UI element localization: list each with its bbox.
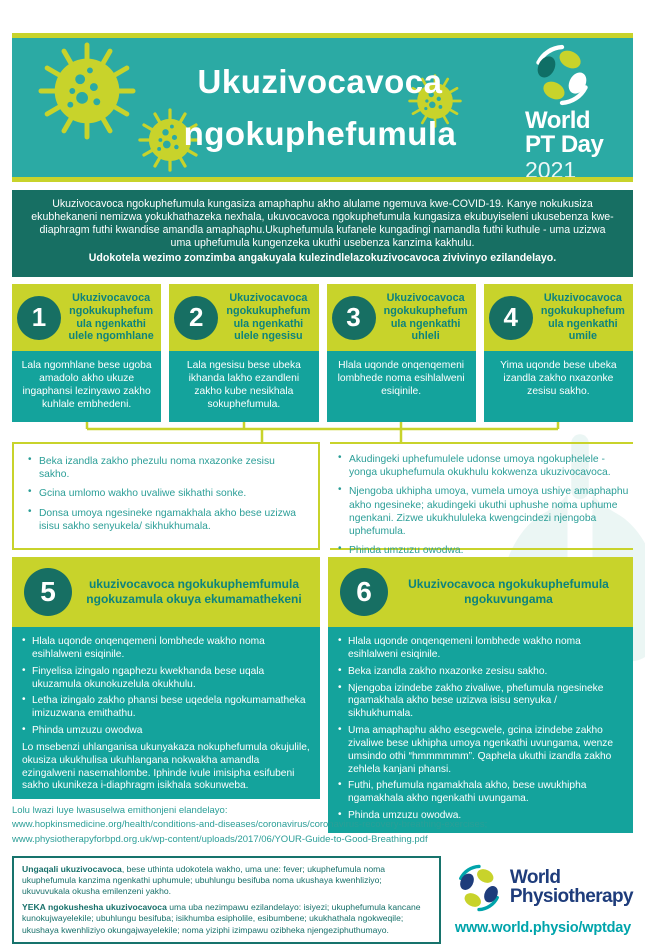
org-name-line1: World — [509, 867, 561, 889]
step-card-5 — [12, 557, 320, 795]
list-item: • Finyelisa izingalo ngaphezu kwekhanda bese uqala ukuzamula okunokuzelula okukhulu. — [22, 666, 310, 692]
list-item: • Akudingeki uphefumulele udonse umoya ngokuphelele - yonga ukuphefumula okukhulu kokwenza ukuzivocavoca. — [338, 453, 633, 479]
step-title: Ukuzivocavoca ngokukuphefum ula ngenkathi ulele ngesisu — [226, 292, 311, 343]
step-title: Ukuzivocavoca ngokukuphefum ula ngenkathi uhleli — [383, 292, 468, 343]
list-item: • Futhi, phefumula ngamakhala akho, bese uwukhipha ngamakhala akho ngenkathi uvungama. — [338, 780, 623, 806]
list-item: • Hlala uqonde onqenqemeni lombhede wakho noma esihlalweni esiqinile. — [22, 636, 310, 662]
step-number-badge: 4 — [489, 296, 533, 340]
header-banner — [12, 33, 633, 182]
warning-paragraph — [22, 902, 431, 936]
step-number-badge: 6 — [340, 568, 388, 616]
source-link[interactable]: www.hopkinsmedicine.org/health/conditions-and-diseases/coronavirus/coronavirus-recovery-breathing-exercises; — [12, 819, 488, 831]
connector-lines — [12, 422, 633, 442]
world-pt-day-logo — [519, 43, 625, 182]
intro-block — [12, 190, 633, 277]
step-cards-row — [12, 284, 633, 422]
step-card-header — [12, 557, 320, 627]
step-body — [12, 627, 320, 799]
world-physiotherapy-globe-icon — [455, 864, 503, 912]
step-card-header — [327, 284, 476, 351]
list-item: • Beka izandla zakho phezulu noma nxazonke zesisu sakho. — [28, 455, 308, 481]
list-item: • Uma amaphaphu akho esegcwele, gcina izindebe zakho zivaliwe bese ukhipha umoya ngenkathi uvungama, wenze umsindo othi “hmmmmmm”. Qaphela ukuthi izandla zakho zehlela kanjani phansi. — [338, 725, 623, 776]
sources-intro: Lolu lwazi luye lwasuselwa emithonjeni elandelayo: — [12, 805, 228, 816]
org-name — [510, 869, 633, 906]
step-card-1 — [12, 284, 161, 422]
step-number-badge: 5 — [24, 568, 72, 616]
step-body: Yima uqonde bese ubeka izandla zakho nxazonke zesisu sakho. — [484, 351, 633, 422]
step-body — [328, 627, 633, 833]
list-item: • Njengoba izindebe zakho zivaliwe, phefumula ngesineke ngamakhala akho bese uzizwa isisu senyuka / sikhukhumala. — [338, 683, 623, 722]
list-item: • Gcina umlomo wakho uvaliwe sikhathi sonke. — [28, 487, 308, 500]
step-card-4 — [484, 284, 633, 422]
step-number-badge: 3 — [332, 296, 376, 340]
warning-box — [12, 856, 441, 944]
step-title: Ukuzivocavoca ngokukuphefumula ngokuvungama — [408, 577, 609, 606]
step-body: Lala ngomhlane bese ugoba amadolo akho ukuze ingaphansi lezinyawo zakho kuhlale embhedeni. — [12, 351, 161, 422]
step-card-6 — [328, 557, 633, 822]
step-title: Ukuzivocavoca ngokukuphefum ula ngenkathi ulele ngomhlane — [68, 292, 154, 343]
page-title — [130, 56, 510, 160]
logo-word: PT Day — [525, 131, 604, 159]
step-number-badge: 1 — [17, 296, 61, 340]
list-item: • Njengoba ukhipha umoya, vumela umoya ushiye amaphaphu akho ngesineke; akudingeki ukuthi uphushe noma uphume ngenkani. Zizwe ukukhululeka kwengcindezi njengoba uphefumula. — [338, 485, 633, 538]
intro-text: Ukuzivocavoca ngokuphefumula kungasiza amaphaphu akho alulame ngemuva kwe-COVID-19. Kanye nokukusiza ekubhekaneni nemizwa yokukhathazeka nexhala, ukuvocavoca ngokuphefumula kungasiza ekubuyiseleni ukusebenza kwe-diaphragm futhi kwandise amandla amaphaphu.Ukuphefumula kufanele kungadingi namandla futhi kuthule - uma uzizwa uma uphefumula kungenzeka ukuthi usebenza kanzima kakhulu. — [31, 198, 614, 250]
website-url[interactable]: www.world.physio/wptday — [454, 919, 631, 936]
warning-lead: Ungaqali ukuzivocavoca — [22, 863, 122, 874]
warning-paragraph — [22, 864, 431, 898]
page-title-line1: Ukuzivocavoca — [197, 63, 443, 100]
warning-text: uma uba nezimpawu ezilandelayo: isiyezi; ukuphefumula kancane kunokujwayelekile; ubuhlungu besifuba; isikhumba esipholile, esibumbene; ukukhathala ngokweqile; ukushaya kwenhliziyo okungajwayelekile; noma yiziphi izimpawu ozibheka njengeziphuthumayo. — [22, 902, 421, 935]
list-item: • Beka izandla zakho nxazonke zesisu sakho. — [338, 666, 623, 679]
list-item: • Phinda umzuzu owodwa. — [338, 544, 633, 557]
step-card-header — [12, 284, 161, 351]
step-title: Ukuzivocavoca ngokukuphefum ula ngenkathi umile — [540, 292, 625, 343]
warning-lead: YEKA ngokushesha ukuzivocavoca — [22, 902, 167, 913]
list-item: • Phinda umzuzu owodwa. — [338, 810, 623, 823]
step-number-badge: 2 — [174, 296, 218, 340]
list-item: • Letha izingalo zakho phansi bese uqedela ngokumamatheka imizuzwana emithathu. — [22, 695, 310, 721]
instructions-row — [12, 442, 633, 557]
virus-icon — [38, 42, 136, 140]
logo-year: 2021 — [525, 156, 577, 182]
org-name-line2: Physiotherapy — [509, 885, 633, 907]
source-link[interactable]: www.physiotherapyforbpd.org.uk/wp-content/uploads/2017/06/YOUR-Guide-to-Good-Breathing.pdf — [12, 833, 428, 845]
step-card-2 — [169, 284, 318, 422]
list-item: • Phinda umzuzu owodwa — [22, 725, 310, 738]
step-card-header — [484, 284, 633, 351]
world-pt-day-globe-icon — [531, 44, 593, 106]
intro-bold-text: Udokotela wezimo zomzimba angakuyala kulezindlelazokuzivocavoca zivivinyo ezilandelayo. — [88, 251, 557, 264]
step-body: Hlala uqonde onqenqemeni lombhede noma esihlalweni esiqinile. — [327, 351, 476, 422]
warning-text: , bese uthinta udokotela wakho, uma une: fever; ukuphefumula noma ukuphefumula kanzima ngenkathi uphumule; ubuhlungu besifuba noma ukushaya kwenhliziyo; ukuvuvukala okusha emilenzeni yakho. — [22, 863, 386, 897]
step-card-3 — [327, 284, 476, 422]
list-item: • Hlala uqonde onqenqemeni lombhede wakho noma esihlalweni esiqinile. — [338, 636, 623, 662]
step-card-header — [169, 284, 318, 351]
step-body: Lala ngesisu bese ubeka ikhanda lakho ezandleni zakho kube nesikhala sokuphefumula. — [169, 351, 318, 422]
world-physiotherapy-logo — [449, 856, 633, 944]
instructions-box-right — [330, 442, 633, 557]
step-title: ukuzivocavoca ngokukuphemfumula ngokuzamula okuya ekumamathekeni — [86, 577, 302, 606]
logo-word: World — [525, 107, 591, 134]
page-title-line2: ngokuphefumula — [183, 115, 457, 153]
footer-row — [12, 856, 633, 944]
step-note: Lo msebenzi uhlanganisa ukunyakaza nokuphefumula okujulile, okusiza ukukhulisa ukuhlangana nokwakha amandla ezingalweni nasemahlombe. Iphinde ivule imisipha esifubeni sakho ukunikeza i-diaphragm isikhala sokunweba. — [22, 741, 310, 792]
instructions-box-left — [12, 442, 320, 550]
list-item: • Donsa umoya ngesineke ngamakhala akho bese uzizwa isisu sakho senyukela/ sikhukhumala. — [28, 507, 308, 533]
step-card-header — [328, 557, 633, 627]
